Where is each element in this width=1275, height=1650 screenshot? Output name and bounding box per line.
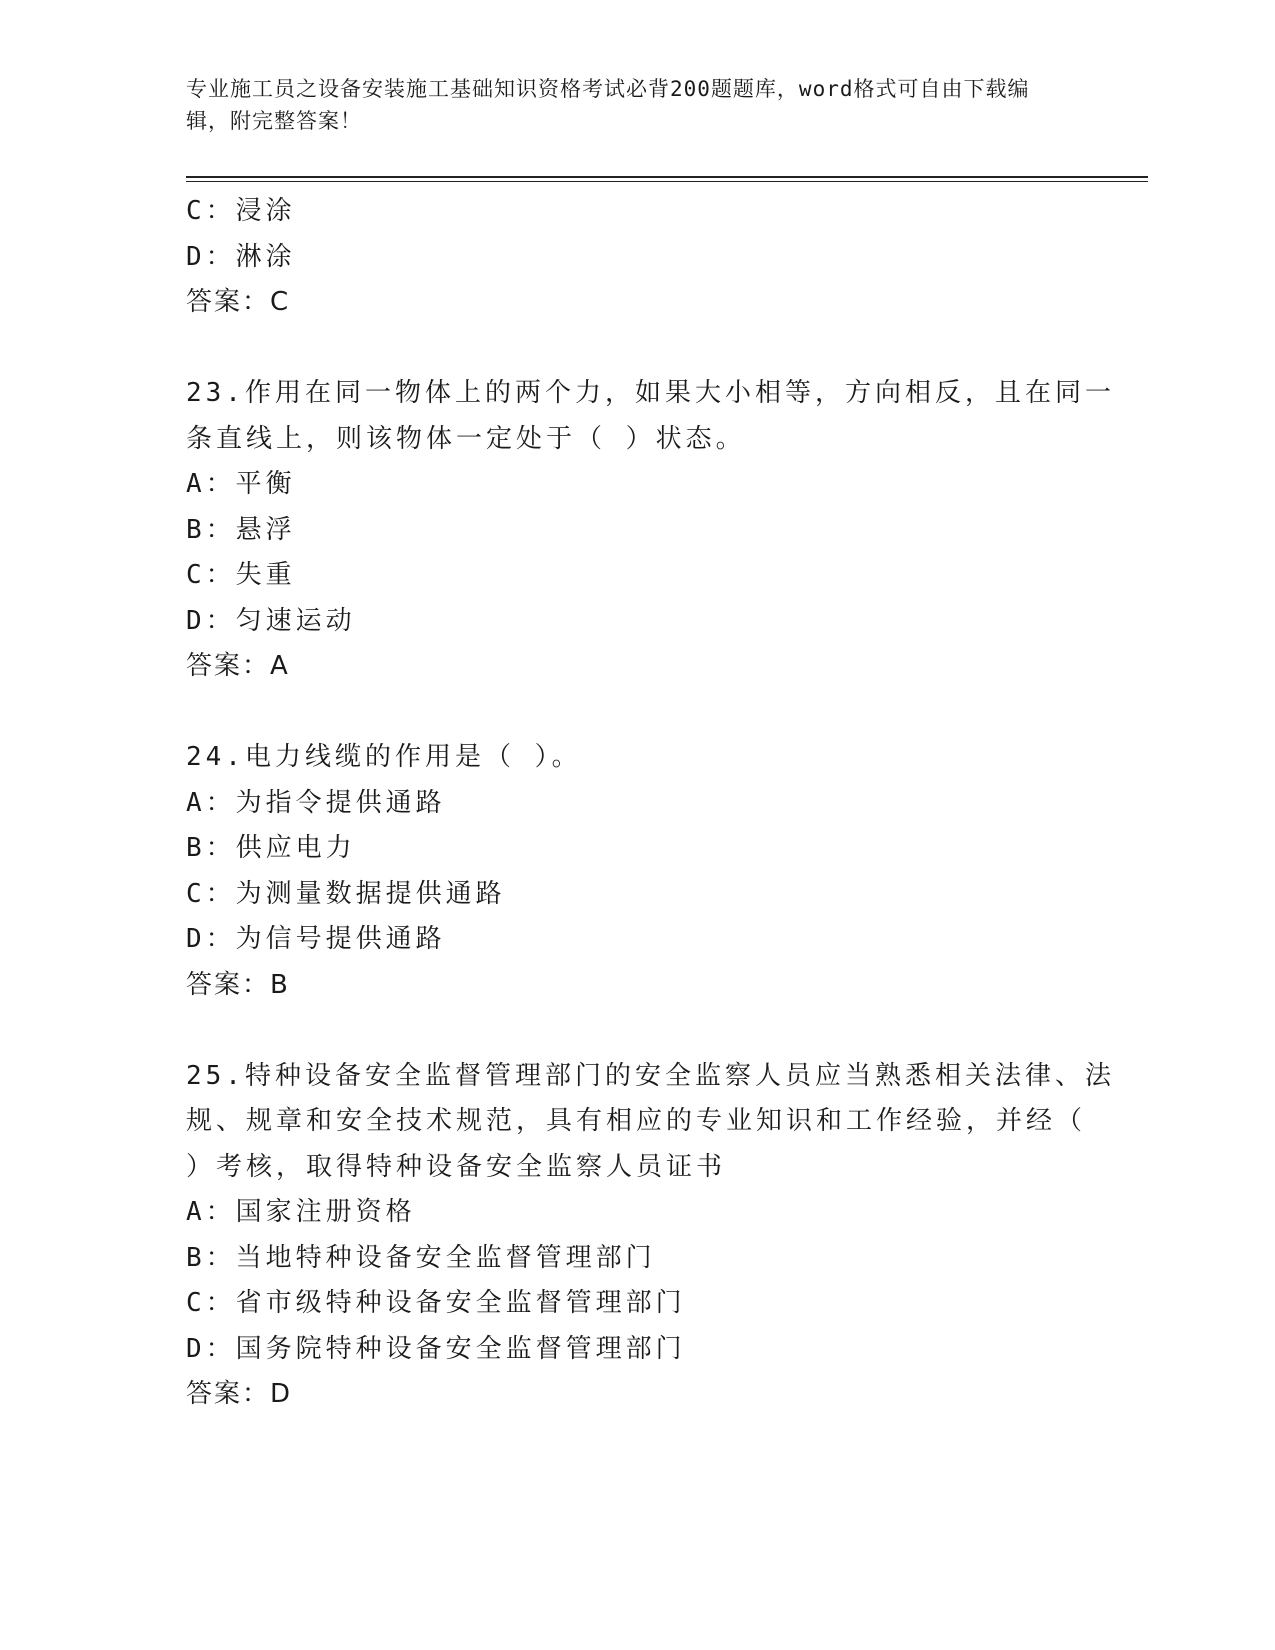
question-stem: ）考核，取得特种设备安全监察人员证书 [186,1151,727,1182]
question-stem: 23.作用在同一物体上的两个力，如果大小相等，方向相反，且在同一 [186,378,1115,408]
question-stem: 25.特种设备安全监督管理部门的安全监察人员应当熟悉相关法律、法 [186,1060,1115,1091]
question-stem: 条直线上，则该物体一定处于（ ）状态。 [186,423,746,454]
spacer [186,326,1076,372]
option-d: D：淋涂 [186,241,296,272]
question-block-24 [186,735,1076,1008]
answer-line: 答案：D [186,1379,293,1409]
question-stem: 规、规章和安全技术规范，具有相应的专业知识和工作经验，并经（ [186,1106,1087,1136]
question-block-23 [186,371,1115,690]
option-a: A：国家注册资格 [186,1197,416,1227]
option-c: C：省市级特种设备安全监督管理部门 [186,1288,686,1318]
question-list [186,189,1115,1418]
answer-line: 答案：A [186,651,290,681]
option-d: D：为信号提供通路 [186,924,446,954]
spacer [186,1008,1076,1054]
option-d: D：国务院特种设备安全监督管理部门 [186,1333,686,1364]
header-divider-thick [186,176,1148,178]
option-c: C：浸涂 [186,196,296,226]
header-divider-thin [186,181,1148,182]
option-a: A：为指令提供通路 [186,787,446,818]
option-a: A：平衡 [186,469,296,499]
answer-line: 答案：C [186,287,291,317]
answer-line: 答案：B [186,969,290,1000]
option-d: D：匀速运动 [186,605,356,636]
question-block-25 [186,1054,1115,1418]
page-header [186,73,1066,137]
option-c: C：失重 [186,560,296,590]
option-b: B：供应电力 [186,833,356,863]
question-block-22-continued [186,189,1076,326]
spacer [186,690,1076,736]
option-b: B：悬浮 [186,514,296,545]
question-stem: 24.电力线缆的作用是（ ）。 [186,742,582,772]
option-c: C：为测量数据提供通路 [186,878,506,909]
header-title: 专业施工员之设备安装施工基础知识资格考试必背200题题库，word格式可自由下载编辑，附完整答案！ [186,77,1030,133]
option-b: B：当地特种设备安全监督管理部门 [186,1242,656,1273]
